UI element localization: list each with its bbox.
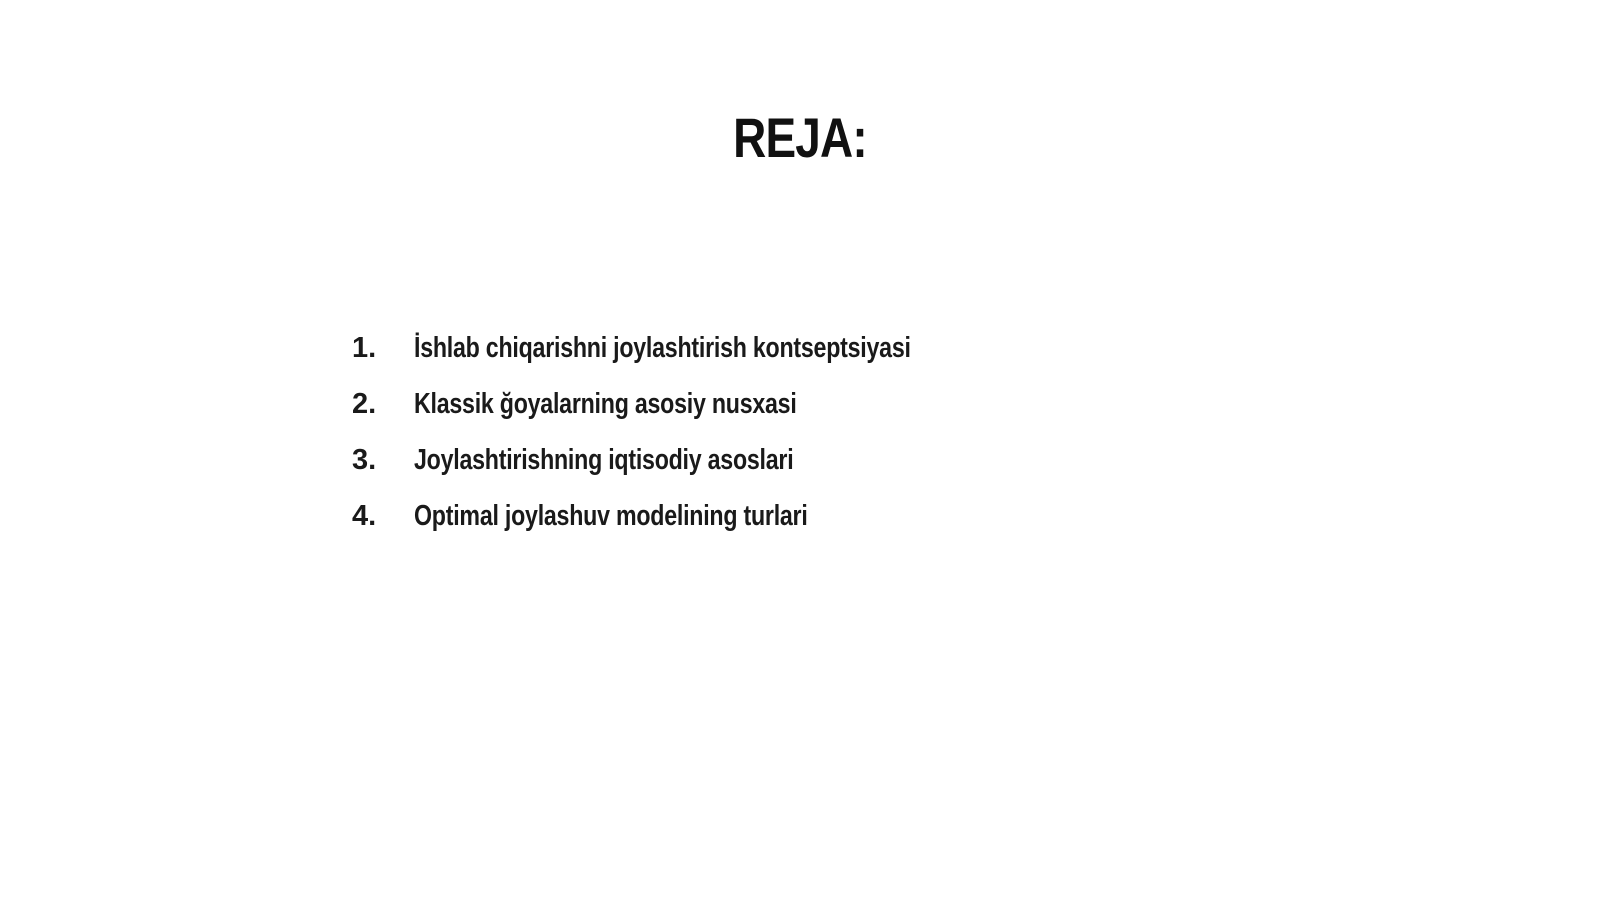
plan-item-text: Optimal joylashuv modelining turlari — [414, 500, 808, 532]
plan-item-4 — [352, 496, 1035, 552]
plan-item-number: 3. — [352, 444, 377, 476]
plan-item-2 — [352, 384, 1035, 440]
plan-item-text: Joylashtirishning iqtisodiy asoslari — [414, 444, 794, 476]
plan-item-number: 1. — [352, 332, 377, 364]
plan-item-text: İshlab chiqarishni joylashtirish kontseptsiyasi — [414, 332, 911, 364]
plan-list — [352, 328, 1035, 552]
plan-item-text: Klassik ğoyalarning asosiy nusxasi — [414, 388, 797, 420]
plan-item-1 — [352, 328, 1035, 384]
plan-item-3 — [352, 440, 1035, 496]
plan-item-number: 4. — [352, 500, 377, 532]
plan-item-number: 2. — [352, 388, 377, 420]
slide-title: REJA: — [733, 106, 867, 169]
